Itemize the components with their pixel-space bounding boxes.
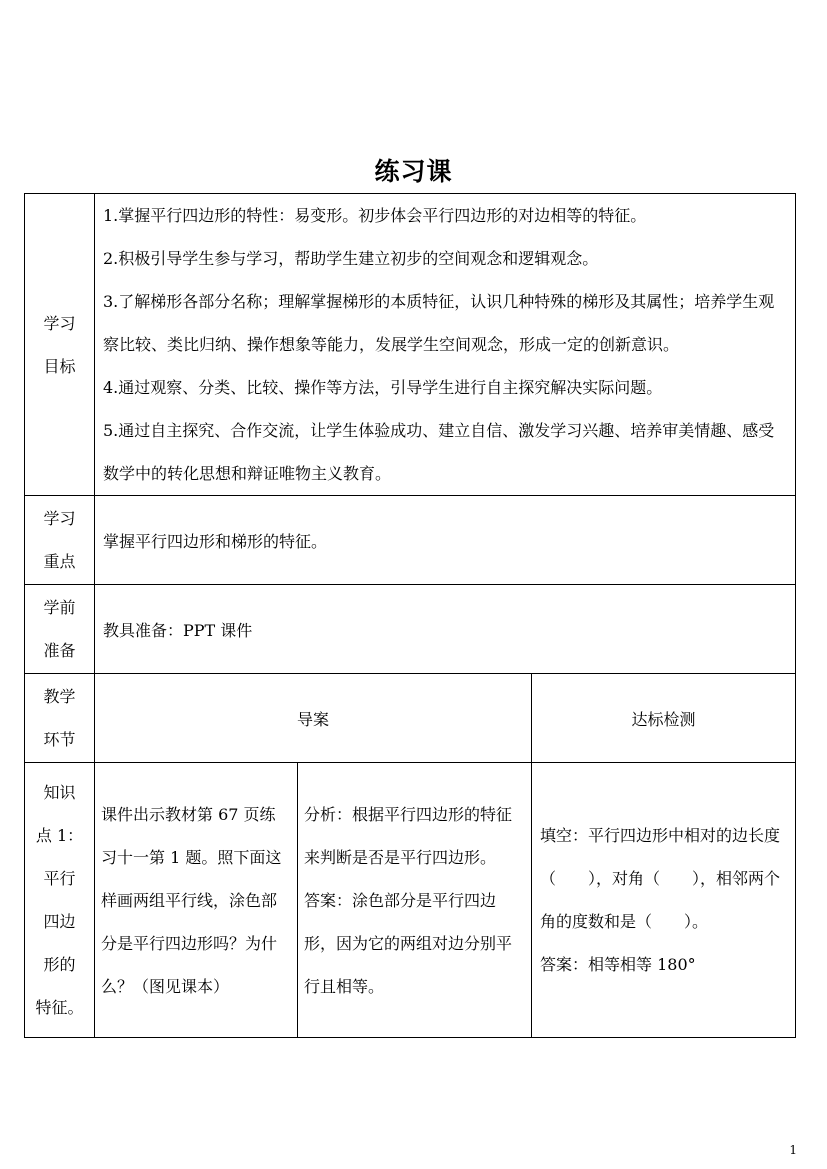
preparation-label: 学前 准备 (25, 585, 95, 674)
courseware-content: 课件出示教材第 67 页练习十一第 1 题。照下面这样画两组平行线，涂色部分是平行四边形吗？为什么？（图见课本） (95, 763, 298, 1038)
objectives-row (25, 194, 796, 496)
objective-item: 5.通过自主探究、合作交流，让学生体验成功、建立自信、激发学习兴趣、培养审美情趣、感受数学中的转化思想和辩证唯物主义教育。 (103, 421, 775, 483)
check-answer: 答案：相等相等 180° (540, 955, 696, 974)
check-question: 填空：平行四边形中相对的边长度（ ），对角（ ），相邻两个角的度数和是（ ）。 (540, 826, 781, 931)
key-points-content: 掌握平行四边形和梯形的特征。 (95, 496, 796, 585)
analysis-text: 分析：根据平行四边形的特征来判断是否是平行四边形。 (304, 804, 513, 867)
page-number: 1 (789, 1143, 797, 1157)
objective-item: 2.积极引导学生参与学习，帮助学生建立初步的空间观念和逻辑观念。 (103, 249, 599, 268)
knowledge-point-label: 知识 点 1： 平行 四边 形的 特征。 (25, 763, 95, 1038)
lesson-table (24, 193, 796, 1038)
check-content (532, 763, 796, 1038)
analysis-content (298, 763, 532, 1038)
objectives-label: 学习 目标 (25, 194, 95, 496)
teaching-label: 教学 环节 (25, 674, 95, 763)
objective-item: 1.掌握平行四边形的特性：易变形。初步体会平行四边形的对边相等的特征。 (103, 206, 647, 225)
objective-item: 4.通过观察、分类、比较、操作等方法，引导学生进行自主探究解决实际问题。 (103, 378, 663, 397)
preparation-content: 教具准备：PPT 课件 (95, 585, 796, 674)
check-header: 达标检测 (532, 674, 796, 763)
knowledge-point-row (25, 763, 796, 1038)
preparation-row (25, 585, 796, 674)
key-points-label: 学习 重点 (25, 496, 95, 585)
guide-header: 导案 (95, 674, 532, 763)
teaching-header-row (25, 674, 796, 763)
page-title: 练习课 (374, 157, 453, 186)
objective-item: 3.了解梯形各部分名称；理解掌握梯形的本质特征，认识几种特殊的梯形及其属性；培养学生观察比较、类比归纳、操作想象等能力，发展学生空间观念，形成一定的创新意识。 (103, 292, 775, 354)
key-points-row (25, 496, 796, 585)
analysis-answer: 答案：涂色部分是平行四边形，因为它的两组对边分别平行且相等。 (304, 890, 513, 996)
objectives-content (95, 194, 796, 496)
